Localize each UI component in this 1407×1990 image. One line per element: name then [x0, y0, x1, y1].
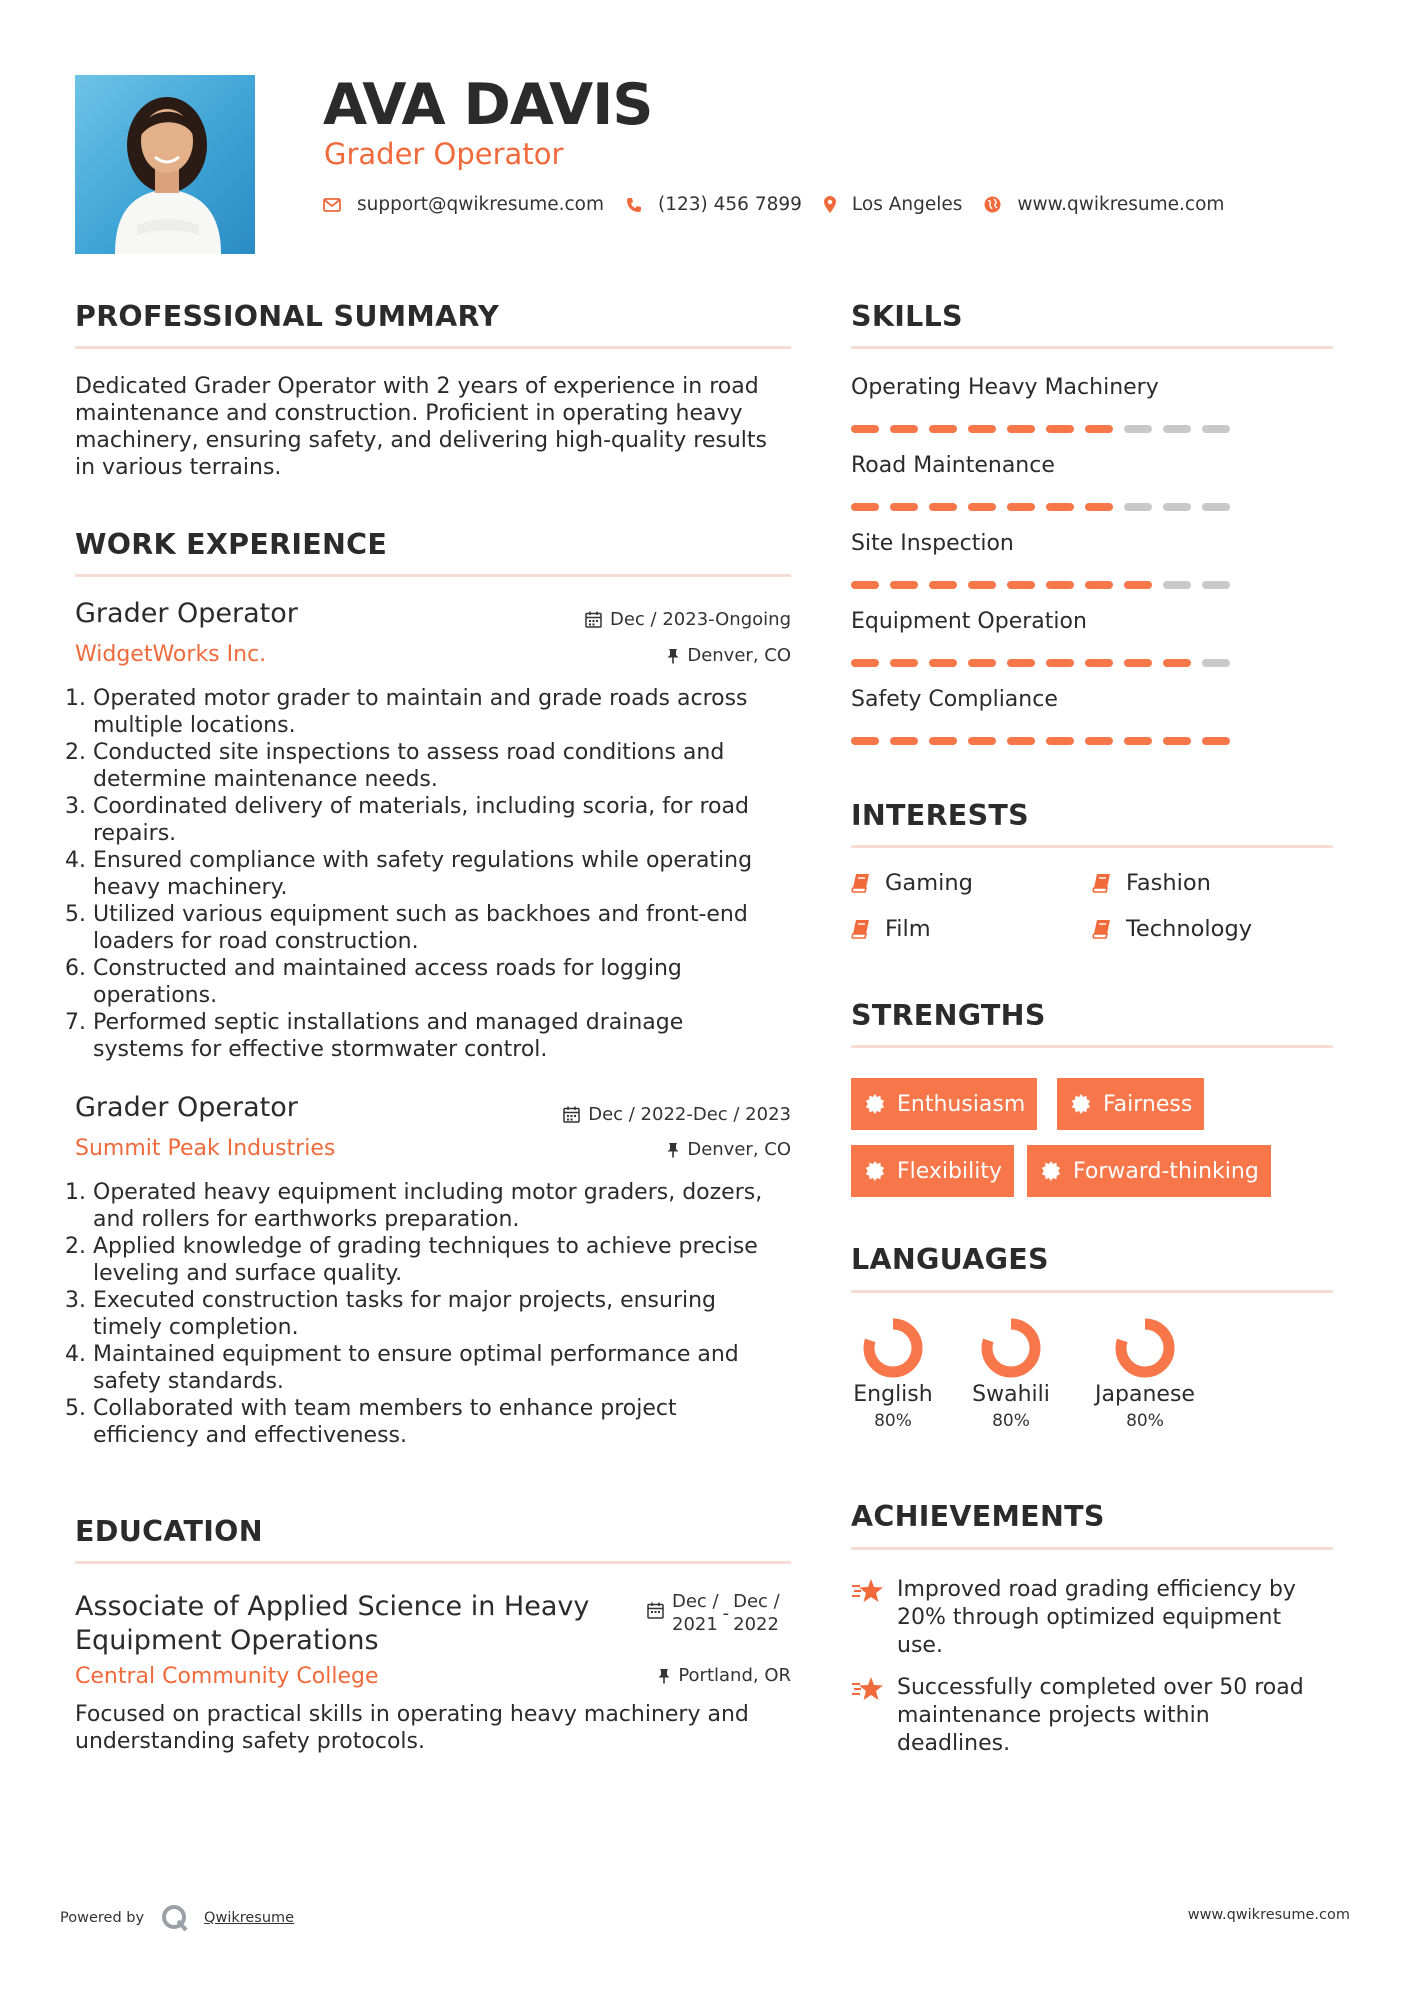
skill-name: Operating Heavy Machinery [851, 375, 1159, 400]
book-icon [851, 873, 871, 893]
job-responsibilities [65, 1179, 810, 1449]
list-item: 3. Coordinated delivery of materials, including scoria, for road repairs. [65, 794, 749, 846]
skill-rating-dot [929, 425, 957, 433]
pushpin-icon [667, 648, 679, 664]
company-name: Summit Peak Industries [75, 1136, 336, 1161]
list-item: 5. Utilized various equipment such as backhoes and front-end loaders for road construction. [65, 902, 748, 954]
skill-rating-dot [1163, 503, 1191, 511]
badge-icon [1071, 1094, 1091, 1114]
badge-icon [1041, 1161, 1061, 1181]
interests-heading: INTERESTS [851, 799, 1029, 832]
skill-rating-dot [929, 659, 957, 667]
job-date: Dec / 2022-Dec / 2023 [563, 1104, 791, 1125]
skill-rating-dot [968, 737, 996, 745]
list-item: 2. Conducted site inspections to assess road conditions and determine maintenance needs. [65, 740, 725, 792]
degree-title: Associate of Applied Science in Heavy Equipment Operations [75, 1591, 590, 1656]
language-name: Swahili [972, 1382, 1050, 1407]
language-progress-ring [863, 1318, 923, 1378]
qwikresume-link[interactable]: Qwikresume [204, 1910, 295, 1926]
education-divider [75, 1561, 791, 1564]
skill-rating-dot [968, 503, 996, 511]
skill-rating-dot [1085, 503, 1113, 511]
language-progress-ring [1115, 1318, 1175, 1378]
skill-rating-dot [1124, 581, 1152, 589]
skill-rating-dot [1202, 659, 1230, 667]
skill-rating-dot [1007, 659, 1035, 667]
calendar-icon [647, 1602, 664, 1619]
skill-rating-dot [1007, 581, 1035, 589]
footer-powered-by: Powered by Qwikresume [60, 1903, 294, 1933]
skill-rating-dot [1046, 737, 1074, 745]
book-icon [851, 919, 871, 939]
languages-divider [851, 1290, 1333, 1293]
skill-rating-dot [1007, 425, 1035, 433]
skill-rating-dot [1202, 503, 1230, 511]
skill-rating [851, 503, 1241, 511]
calendar-icon [563, 1106, 580, 1123]
skill-rating-dot [890, 659, 918, 667]
list-item: 6. Constructed and maintained access roads for logging operations. [65, 956, 682, 1008]
language-name: Japanese [1095, 1382, 1195, 1407]
summary-text: Dedicated Grader Operator with 2 years of experience in road maintenance and construction. Proficient in operating heavy machinery, ensuring safety, and delivering high-quality results in various terrains. [75, 374, 767, 480]
pushpin-icon [667, 1142, 679, 1158]
language-progress-arc [987, 1324, 1035, 1372]
badge-icon [865, 1161, 885, 1181]
map-pin-icon [824, 196, 836, 213]
strength-tag: Enthusiasm [851, 1078, 1037, 1130]
star-icon [851, 1676, 885, 1702]
skill-rating-dot [1124, 659, 1152, 667]
badge-icon [865, 1094, 885, 1114]
job-title: Grader Operator [75, 1092, 298, 1123]
language-progress-ring [981, 1318, 1041, 1378]
skill-rating [851, 425, 1241, 433]
skill-rating-dot [1124, 503, 1152, 511]
book-icon [1092, 919, 1112, 939]
footer-website[interactable]: www.qwikresume.com [1187, 1907, 1350, 1923]
list-item: 7. Performed septic installations and managed drainage systems for effective stormwater control. [65, 1010, 684, 1062]
strength-tag: Fairness [1057, 1078, 1204, 1130]
skill-rating-dot [968, 425, 996, 433]
skill-rating-dot [929, 737, 957, 745]
achievements-heading: ACHIEVEMENTS [851, 1500, 1105, 1533]
skill-rating [851, 737, 1241, 745]
profile-photo [75, 75, 255, 254]
list-item: 5. Collaborated with team members to enhance project efficiency and effectiveness. [65, 1396, 677, 1448]
skill-rating-dot [1046, 581, 1074, 589]
contact-phone[interactable]: (123) 456 7899 [658, 194, 802, 215]
summary-divider [75, 346, 791, 349]
interests-divider [851, 845, 1333, 848]
skill-rating-dot [1046, 425, 1074, 433]
contact-location: Los Angeles [851, 194, 963, 215]
skill-rating-dot [1085, 581, 1113, 589]
skill-name: Site Inspection [851, 531, 1014, 556]
skill-rating-dot [968, 581, 996, 589]
skill-name: Equipment Operation [851, 609, 1087, 634]
skill-rating-dot [1046, 659, 1074, 667]
education-heading: EDUCATION [75, 1515, 263, 1548]
skill-rating-dot [1007, 503, 1035, 511]
job-date: Dec / 2023-Ongoing [585, 609, 791, 630]
skill-rating-dot [1085, 425, 1113, 433]
skill-rating-dot [1046, 503, 1074, 511]
skill-rating [851, 581, 1241, 589]
skill-rating-dot [1163, 581, 1191, 589]
strength-tag: Forward-thinking [1027, 1145, 1271, 1197]
language-item [951, 1318, 1071, 1431]
company-name: WidgetWorks Inc. [75, 642, 267, 667]
interest-item: Film [851, 916, 931, 942]
star-icon [851, 1578, 885, 1604]
interest-item: Fashion [1092, 870, 1211, 896]
skill-rating-dot [851, 659, 879, 667]
strengths-divider [851, 1045, 1333, 1048]
skill-rating-dot [1202, 581, 1230, 589]
list-item: 1. Operated motor grader to maintain and grade roads across multiple locations. [65, 686, 748, 738]
candidate-name: AVA DAVIS [323, 72, 653, 138]
skill-rating-dot [929, 581, 957, 589]
job-location: Denver, CO [667, 645, 791, 666]
skill-rating-dot [890, 425, 918, 433]
pushpin-icon [658, 1668, 670, 1684]
summary-heading: PROFESSIONAL SUMMARY [75, 300, 500, 333]
skill-rating [851, 659, 1241, 667]
languages-heading: LANGUAGES [851, 1243, 1049, 1276]
strengths-heading: STRENGTHS [851, 999, 1046, 1032]
skill-name: Safety Compliance [851, 687, 1058, 712]
experience-heading: WORK EXPERIENCE [75, 528, 388, 561]
experience-divider [75, 574, 791, 577]
contact-website[interactable]: www.qwikresume.com [1017, 194, 1225, 215]
skill-rating-dot [890, 581, 918, 589]
achievement-item: Successfully completed over 50 road maintenance projects within deadlines. [851, 1674, 1331, 1758]
skill-rating-dot [1163, 659, 1191, 667]
language-percent: 80% [1126, 1411, 1164, 1431]
skill-name: Road Maintenance [851, 453, 1055, 478]
job-responsibilities [65, 685, 810, 1063]
skill-rating-dot [851, 581, 879, 589]
language-item [833, 1318, 953, 1431]
qwikresume-logo-icon [160, 1903, 190, 1933]
language-progress-arc [869, 1324, 917, 1372]
skill-rating-dot [1085, 659, 1113, 667]
skill-rating-dot [1007, 737, 1035, 745]
skill-rating-dot [1163, 425, 1191, 433]
list-item: 4. Ensured compliance with safety regulations while operating heavy machinery. [65, 848, 753, 900]
contact-bar [323, 194, 1246, 215]
language-percent: 80% [992, 1411, 1030, 1431]
contact-email[interactable]: support@qwikresume.com [357, 194, 604, 215]
skills-divider [851, 346, 1333, 349]
skill-rating-dot [851, 737, 879, 745]
interest-item: Gaming [851, 870, 973, 896]
language-percent: 80% [874, 1411, 912, 1431]
candidate-title: Grader Operator [324, 137, 564, 171]
skill-rating-dot [929, 503, 957, 511]
skills-heading: SKILLS [851, 300, 963, 333]
list-item: 3. Executed construction tasks for major projects, ensuring timely completion. [65, 1288, 717, 1340]
interest-item: Technology [1092, 916, 1252, 942]
job-location: Denver, CO [667, 1139, 791, 1160]
skill-rating-dot [1163, 737, 1191, 745]
skill-rating-dot [1202, 425, 1230, 433]
list-item: 1. Operated heavy equipment including motor graders, dozers, and rollers for earthworks preparation. [65, 1180, 763, 1232]
phone-icon [626, 197, 642, 213]
education-description: Focused on practical skills in operating heavy machinery and understanding safety protocols. [75, 1702, 749, 1754]
skill-rating-dot [890, 737, 918, 745]
achievement-item: Improved road grading efficiency by 20% through optimized equipment use. [851, 1576, 1331, 1660]
skill-rating-dot [1202, 737, 1230, 745]
education-location: Portland, OR [658, 1665, 791, 1686]
list-item: 2. Applied knowledge of grading techniques to achieve precise leveling and surface quality. [65, 1234, 758, 1286]
skill-rating-dot [851, 425, 879, 433]
skill-rating-dot [968, 659, 996, 667]
school-name: Central Community College [75, 1664, 379, 1689]
skill-rating-dot [1085, 737, 1113, 745]
job-title: Grader Operator [75, 598, 298, 629]
skill-rating-dot [1124, 737, 1152, 745]
book-icon [1092, 873, 1112, 893]
skill-rating-dot [851, 503, 879, 511]
education-date: Dec / 2021 - Dec / 2022 [647, 1590, 780, 1636]
calendar-icon [585, 611, 602, 628]
language-item [1085, 1318, 1205, 1431]
achievements-divider [851, 1547, 1333, 1550]
skill-rating-dot [1124, 425, 1152, 433]
language-progress-arc [1121, 1324, 1169, 1372]
strength-tag: Flexibility [851, 1145, 1014, 1197]
envelope-icon [323, 198, 341, 212]
globe-icon [984, 196, 1001, 213]
list-item: 4. Maintained equipment to ensure optimal performance and safety standards. [65, 1342, 739, 1394]
language-name: English [853, 1382, 933, 1407]
skill-rating-dot [890, 503, 918, 511]
